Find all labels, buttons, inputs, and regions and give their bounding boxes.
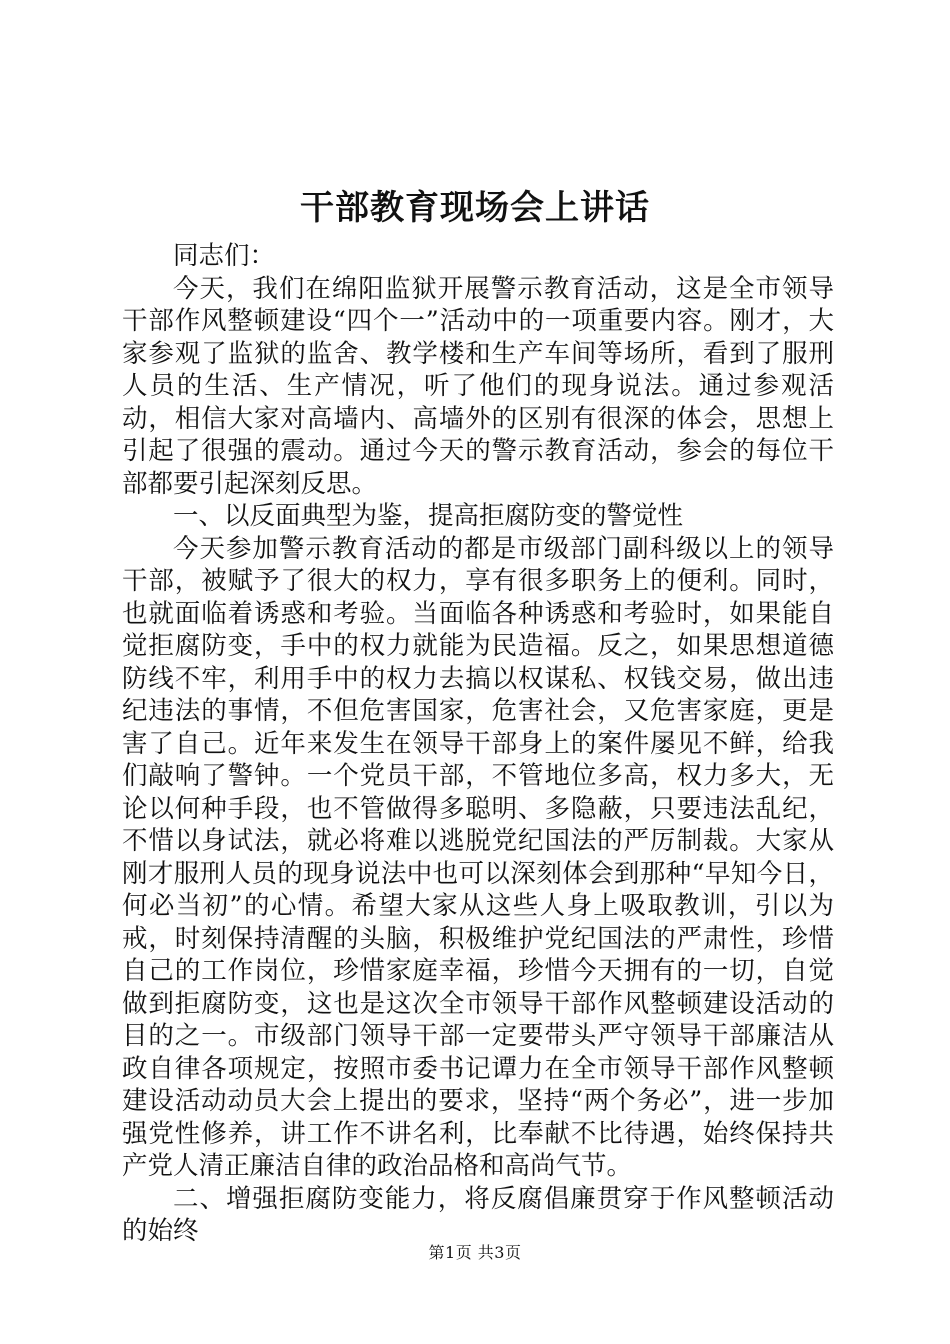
section-heading-2: 二、增强拒腐防变能力，将反腐倡廉贯穿于作风整顿活动的始终 xyxy=(122,1183,834,1246)
document-body xyxy=(122,240,834,1248)
intro-paragraph: 今天，我们在绵阳监狱开展警示教育活动，这是全市领导干部作风整顿建设“四个一”活动中的一项重要内容。刚才，大家参观了监狱的监舍、教学楼和生产车间等场所，看到了服刑人员的生活、生产情况，听了他们的现身说法。通过参观活动，相信大家对高墙内、高墙外的区别有很深的体会，思想上引起了很强的震动。通过今天的警示教育活动，参会的每位干部都要引起深刻反思。 xyxy=(122,273,834,499)
page-number-footer: 第1页 共3页 xyxy=(428,1243,522,1262)
section-heading-1: 一、以反面典型为鉴，提高拒腐防变的警觉性 xyxy=(173,501,684,531)
document-title: 干部教育现场会上讲话 xyxy=(300,188,650,228)
salutation-paragraph: 同志们： xyxy=(173,241,276,271)
section-1-paragraph: 今天参加警示教育活动的都是市级部门副科级以上的领导干部，被赋予了很大的权力，享有很多职务上的便利。同时，也就面临着诱惑和考验。当面临各种诱惑和考验时，如果能自觉拒腐防变，手中的权力就能为民造福。反之，如果思想道德防线不牢，利用手中的权力去搞以权谋私、权钱交易，做出违纪违法的事情，不但危害国家，危害社会，又危害家庭，更是害了自己。近年来发生在领导干部身上的案件屡见不鲜，给我们敲响了警钟。一个党员干部，不管地位多高，权力多大，无论以何种手段，也不管做得多聪明、多隐蔽，只要违法乱纪，不惜以身试法，就必将难以逃脱党纪国法的严厉制裁。大家从刚才服刑人员的现身说法中也可以深刻体会到那种“早知今日，何必当初”的心情。希望大家从这些人身上吸取教训，引以为戒，时刻保持清醒的头脑，积极维护党纪国法的严肃性，珍惜自己的工作岗位，珍惜家庭幸福，珍惜今天拥有的一切，自觉做到拒腐防变，这也是这次全市领导干部作风整顿建设活动的目的之一。市级部门领导干部一定要带头严守领导干部廉洁从政自律各项规定，按照市委书记谭力在全市领导干部作风整顿建设活动动员大会上提出的要求，坚持“两个务必”，进一步加强党性修养，讲工作不讲名利，比奉献不比待遇，始终保持共产党人清正廉洁自律的政治品格和高尚气节。 xyxy=(122,533,834,1181)
